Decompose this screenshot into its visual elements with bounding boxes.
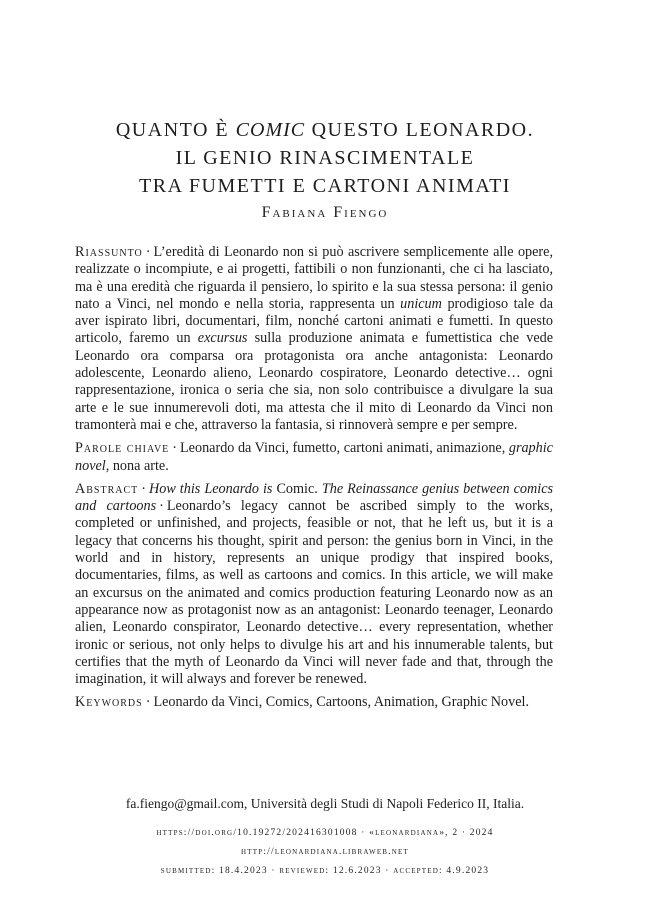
title-line-1-post: QUESTO LEONARDO. — [311, 119, 535, 141]
parole-chiave-label: Parole chiave — [75, 440, 170, 457]
keywords-paragraph — [75, 694, 553, 711]
parole-chiave-emphasis: graphic novel — [75, 440, 553, 474]
separator-dot: · — [159, 498, 164, 515]
article-title — [0, 116, 650, 200]
abstract-paragraph — [75, 481, 553, 689]
abstract-label: Abstract — [75, 480, 139, 497]
riassunto-text-3: sulla produzione animata e fumettistica che vede Leonardo ora comparsa ora protagonista ora anche antagonista: Leonardo adolescente, Leonardo alieno, Leonardo cospiratore, Leonardo detective… ogni rappresentazione, ironica o seria che sia, non solo contribuisce a divulgare la sua arte e le sue innumerevoli doti, ma attesta che il mito di Leonardo da Vinci non tramonterà mai e che, attraverso la fantasia, si rinnoverà sempre e per sempre. — [75, 330, 554, 433]
title-line-1-emphasis: COMIC — [235, 119, 306, 141]
abstract-text: Leonardo’s legacy cannot be ascribed simply to the works, completed or unfinished, and projects, feasible or not, that he left us, but it is a legacy that concerns his thought, spirit and person: the genius born in Vinci, in the world and in history, represents an unique prodigy that inspired books, documentaries, films, as well as cartoons and comics. In this article, we will make an excursus on the animated and comics production featuring Leonardo now as an appearance now as protagonist now as an antagonist: Leonardo teenager, Leonardo alien, Leonardo conspirator, Leonardo detective… every representation, whether ironic or serious, not only helps to divulge his art and his innumerable talents, but certifies that the myth of Leonardo da Vinci will never fade and that, through the imagination, it will always and forever be renewed. — [75, 498, 553, 688]
riassunto-text-1: L’eredità di Leonardo non si può ascrivere semplicemente alle opere, realizzate o incompiute, e ai progetti, fattibili o non funzionanti, che ci ha lasciato, ma è una eredità che riguarda il pensiero, lo spirito e la sua stessa persona: il genio nato a Vinci, nel mondo e nella storia, rappresenta un — [75, 244, 553, 312]
riassunto-paragraph — [75, 244, 553, 434]
riassunto-emphasis-1: unicum — [400, 295, 442, 312]
separator-dot: · — [172, 440, 178, 457]
title-line-1 — [0, 116, 650, 144]
journal-website: http://leonardiana.libraweb.net — [241, 847, 409, 857]
keywords-text: Leonardo da Vinci, Comics, Cartoons, Animation, Graphic Novel. — [153, 694, 530, 711]
abstract-title-b: Comic. — [276, 480, 318, 497]
separator-dot: · — [141, 480, 146, 497]
keywords-label: Keywords — [75, 694, 143, 711]
riassunto-text-2: prodigioso tale da aver ispirato libri, documentari, film, nonché cartoni animati e fumetti. In questo articolo, faremo un — [75, 295, 554, 347]
doi-line: https://doi.org/10.19272/202416301008 · «leonardiana», 2 · 2024 — [156, 828, 494, 838]
separator-dot: · — [145, 694, 151, 711]
author-name: Fabiana Fiengo — [261, 204, 389, 221]
abstract-body — [75, 244, 553, 718]
parole-chiave-paragraph — [75, 440, 553, 475]
title-line-3: TRA FUMETTI E CARTONI ANIMATI — [139, 175, 511, 197]
title-line-2: IL GENIO RINASCIMENTALE — [175, 147, 475, 169]
submission-dates: submitted: 18.4.2023 · reviewed: 12.6.2023 · accepted: 4.9.2023 — [160, 866, 490, 876]
abstract-title-a: How this Leonardo is — [149, 480, 273, 497]
author-affiliation: fa.fiengo@gmail.com, Università degli Studi di Napoli Federico II, Italia. — [125, 796, 525, 811]
riassunto-emphasis-2: excursus — [197, 330, 248, 347]
abstract-title-c: The Reinassance genius between comics and cartoons — [75, 480, 554, 515]
separator-dot: · — [145, 244, 151, 260]
parole-chiave-text: Leonardo da Vinci, fumetto, cartoni animati, animazione, — [180, 440, 506, 457]
parole-chiave-text-end: , nona arte. — [105, 457, 169, 474]
riassunto-label: Riassunto — [75, 244, 143, 260]
title-line-1-pre: QUANTO È — [115, 119, 230, 141]
